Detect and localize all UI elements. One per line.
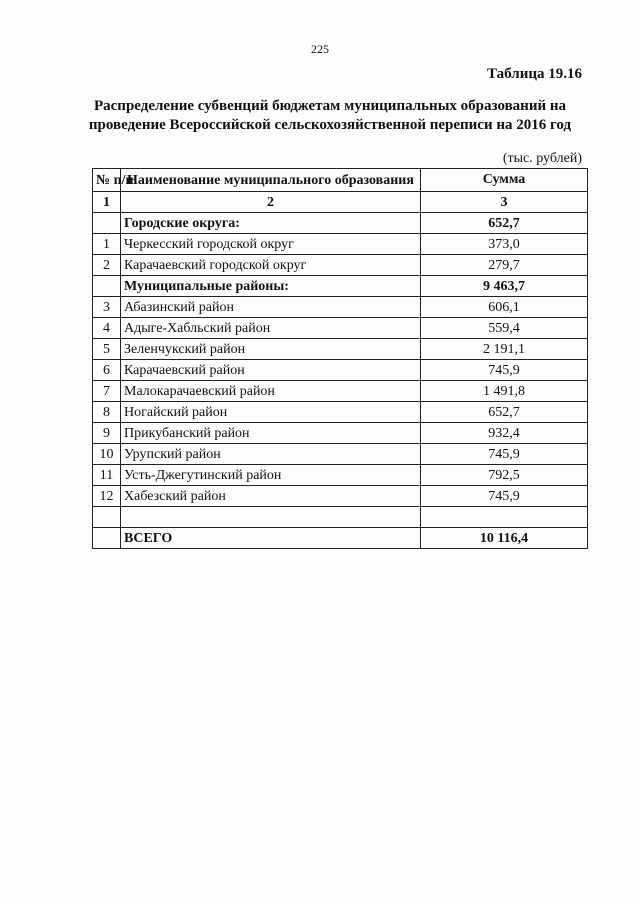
row-sum: 2 191,1	[421, 339, 588, 360]
row-name: Карачаевский городской округ	[121, 255, 421, 276]
row-sum: 9 463,7	[421, 276, 588, 297]
total-row	[93, 528, 588, 549]
row-name: Городские округа:	[121, 213, 421, 234]
title-line-1: Распределение субвенций бюджетам муниципальных образований на	[93, 98, 566, 114]
table-row	[93, 318, 588, 339]
row-number: 10	[93, 444, 121, 465]
header-row	[93, 169, 588, 192]
row-sum: 652,7	[421, 213, 588, 234]
row-sum: 745,9	[421, 360, 588, 381]
table-row	[93, 486, 588, 507]
row-name: Муниципальные районы:	[121, 276, 421, 297]
row-name: Карачаевский район	[121, 360, 421, 381]
table-body	[93, 213, 588, 507]
table-row	[93, 234, 588, 255]
table-row	[93, 213, 588, 234]
row-sum: 792,5	[421, 465, 588, 486]
total-label: ВСЕГО	[121, 528, 421, 549]
column-numbers-row	[93, 192, 588, 213]
header-num: № п/п	[93, 169, 121, 192]
column-number: 2	[121, 192, 421, 213]
table-row	[93, 360, 588, 381]
row-sum: 652,7	[421, 402, 588, 423]
row-name: Ногайский район	[121, 402, 421, 423]
row-number: 1	[93, 234, 121, 255]
total-num-cell	[93, 528, 121, 549]
row-number: 12	[93, 486, 121, 507]
column-number: 3	[421, 192, 588, 213]
table-row	[93, 276, 588, 297]
subvention-table	[92, 168, 588, 549]
row-number: 3	[93, 297, 121, 318]
row-name: Черкесский городской округ	[121, 234, 421, 255]
row-name: Малокарачаевский район	[121, 381, 421, 402]
row-number: 4	[93, 318, 121, 339]
row-number: 6	[93, 360, 121, 381]
row-sum: 932,4	[421, 423, 588, 444]
table-label: Таблица 19.16	[487, 66, 582, 82]
row-name: Абазинский район	[121, 297, 421, 318]
row-number: 2	[93, 255, 121, 276]
document-title	[60, 97, 600, 135]
row-number: 7	[93, 381, 121, 402]
total-sum: 10 116,4	[421, 528, 588, 549]
empty-row	[93, 507, 588, 528]
row-sum: 606,1	[421, 297, 588, 318]
header-name: Наименование муниципального образования	[121, 169, 421, 192]
row-name: Хабезский район	[121, 486, 421, 507]
row-number: 5	[93, 339, 121, 360]
empty-cell	[93, 507, 121, 528]
table-row	[93, 297, 588, 318]
row-number: 11	[93, 465, 121, 486]
row-sum: 745,9	[421, 444, 588, 465]
row-sum: 559,4	[421, 318, 588, 339]
row-number: 9	[93, 423, 121, 444]
row-number	[93, 276, 121, 297]
row-name: Урупский район	[121, 444, 421, 465]
row-name: Усть-Джегутинский район	[121, 465, 421, 486]
units-note: (тыс. рублей)	[502, 151, 582, 166]
table-row	[93, 465, 588, 486]
empty-cell	[121, 507, 421, 528]
table-row	[93, 444, 588, 465]
row-name: Зеленчукский район	[121, 339, 421, 360]
column-number: 1	[93, 192, 121, 213]
table-row	[93, 255, 588, 276]
table-row	[93, 339, 588, 360]
row-number	[93, 213, 121, 234]
header-sum: Сумма	[421, 169, 588, 192]
title-line-2: проведение Всероссийской сельскохозяйственной переписи на 2016 год	[88, 117, 572, 133]
page-number: 225	[311, 42, 329, 56]
row-sum: 373,0	[421, 234, 588, 255]
row-sum: 1 491,8	[421, 381, 588, 402]
row-sum: 279,7	[421, 255, 588, 276]
empty-cell	[421, 507, 588, 528]
table-row	[93, 402, 588, 423]
row-sum: 745,9	[421, 486, 588, 507]
row-name: Прикубанский район	[121, 423, 421, 444]
row-number: 8	[93, 402, 121, 423]
row-name: Адыге-Хабльский район	[121, 318, 421, 339]
table-row	[93, 381, 588, 402]
table-row	[93, 423, 588, 444]
